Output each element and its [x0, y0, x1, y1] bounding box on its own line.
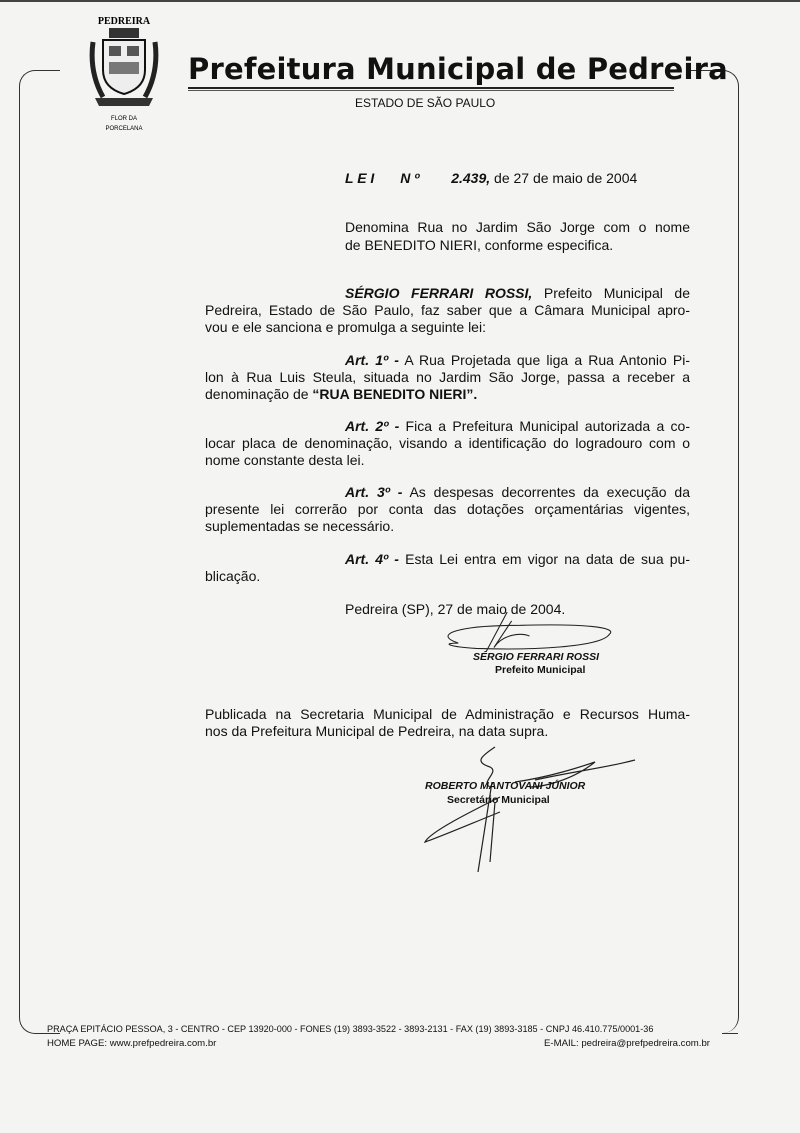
publication-line: Publicada na Secretaria Municipal de Administração e Recursos Huma- — [205, 706, 690, 722]
article-label: Art. 4º - — [345, 551, 399, 567]
number-label: N º — [400, 170, 420, 186]
ementa-line: Denomina Rua no Jardim São Jorge com o nome — [345, 219, 690, 235]
article-2-line: locar placa de denominação, visando a identificação do logradouro com o — [205, 435, 690, 451]
coat-of-arms-logo — [89, 12, 159, 142]
preamble-text: Prefeito Municipal de — [532, 285, 690, 301]
article-text: As despesas decorrentes da execução da — [402, 484, 691, 500]
street-name: “RUA BENEDITO NIERI”. — [312, 386, 478, 402]
article-3-line: suplementadas se necessário. — [205, 518, 395, 534]
secretary-signature — [420, 742, 640, 877]
preamble-line: Pedreira, Estado de São Paulo, faz saber que a Câmara Municipal apro- — [205, 302, 690, 318]
mayor-signature — [410, 612, 640, 652]
article-3-first-line — [345, 484, 690, 501]
preamble-first-line — [345, 285, 690, 302]
publication-line: nos da Prefeitura Municipal de Pedreira, na data supra. — [205, 723, 549, 739]
article-1-first-line — [345, 352, 690, 369]
signatory-2-role: Secretário Municipal — [447, 794, 550, 806]
signatory-2-name: ROBERTO MANTOVANI JÚNIOR — [425, 780, 586, 792]
letterhead-title: Prefeitura Municipal de Pedreira — [188, 52, 728, 86]
ementa-line: de BENEDITO NIERI, conforme especifica. — [345, 237, 614, 253]
frame-left-border — [19, 70, 60, 1034]
footer-homepage: HOME PAGE: www.prefpedreira.com.br — [47, 1038, 217, 1049]
scan-edge — [0, 0, 800, 2]
article-label: Art. 1º - — [345, 352, 399, 368]
letterhead-subtitle: ESTADO DE SÃO PAULO — [355, 96, 496, 110]
signatory-1-role: Prefeito Municipal — [495, 664, 586, 676]
signatory-1-name: SÉRGIO FERRARI ROSSI — [473, 651, 600, 663]
title-rule — [188, 87, 674, 89]
article-4-line: blicação. — [205, 568, 261, 584]
svg-text:PORCELANA: PORCELANA — [105, 126, 143, 132]
mayor-name: SÉRGIO FERRARI ROSSI, — [345, 285, 533, 301]
article-text: Fica a Prefeitura Municipal autorizada a co- — [399, 418, 690, 434]
place-date: Pedreira (SP), 27 de maio de 2004. — [345, 601, 566, 617]
law-number: 2.439, — [451, 170, 491, 186]
frame-right-border — [690, 70, 739, 1033]
article-2-line: nome constante desta lei. — [205, 452, 365, 468]
article-label: Art. 3º - — [345, 484, 403, 500]
article-2-first-line — [345, 418, 690, 435]
law-heading — [345, 170, 637, 187]
article-text: denominação de — [205, 386, 313, 402]
article-4-first-line — [345, 551, 690, 568]
article-1-line: lon à Rua Luis Steula, situada no Jardim São Jorge, passa a receber a — [205, 369, 690, 385]
footer-address: PRAÇA EPITÁCIO PESSOA, 3 - CENTRO - CEP 13920-000 - FONES (19) 3893-3522 - 3893-2131 - FAX (19) 3893-3185 - CNPJ 46.410.775/0001-36 — [47, 1024, 654, 1034]
svg-text:PEDREIRA: PEDREIRA — [97, 16, 151, 27]
svg-text:FLOR DA: FLOR DA — [110, 116, 138, 122]
article-3-line: presente lei correrão por conta das dotações orçamentárias vigentes, — [205, 501, 690, 517]
law-date: de 27 de maio de 2004 — [490, 170, 638, 186]
article-text: Esta Lei entra em vigor na data de sua pu- — [398, 551, 691, 567]
frame-right-bottom — [722, 1032, 738, 1034]
article-1-last-line — [205, 386, 477, 403]
law-label: L E I — [345, 170, 375, 186]
preamble-line: vou e ele sanciona e promulga a seguinte lei: — [205, 319, 486, 335]
article-label: Art. 2º - — [345, 418, 400, 434]
title-rule-thin — [188, 90, 674, 91]
article-text: A Rua Projetada que liga a Rua Antonio Pi- — [398, 352, 691, 368]
footer-email: E-MAIL: pedreira@prefpedreira.com.br — [544, 1038, 710, 1049]
